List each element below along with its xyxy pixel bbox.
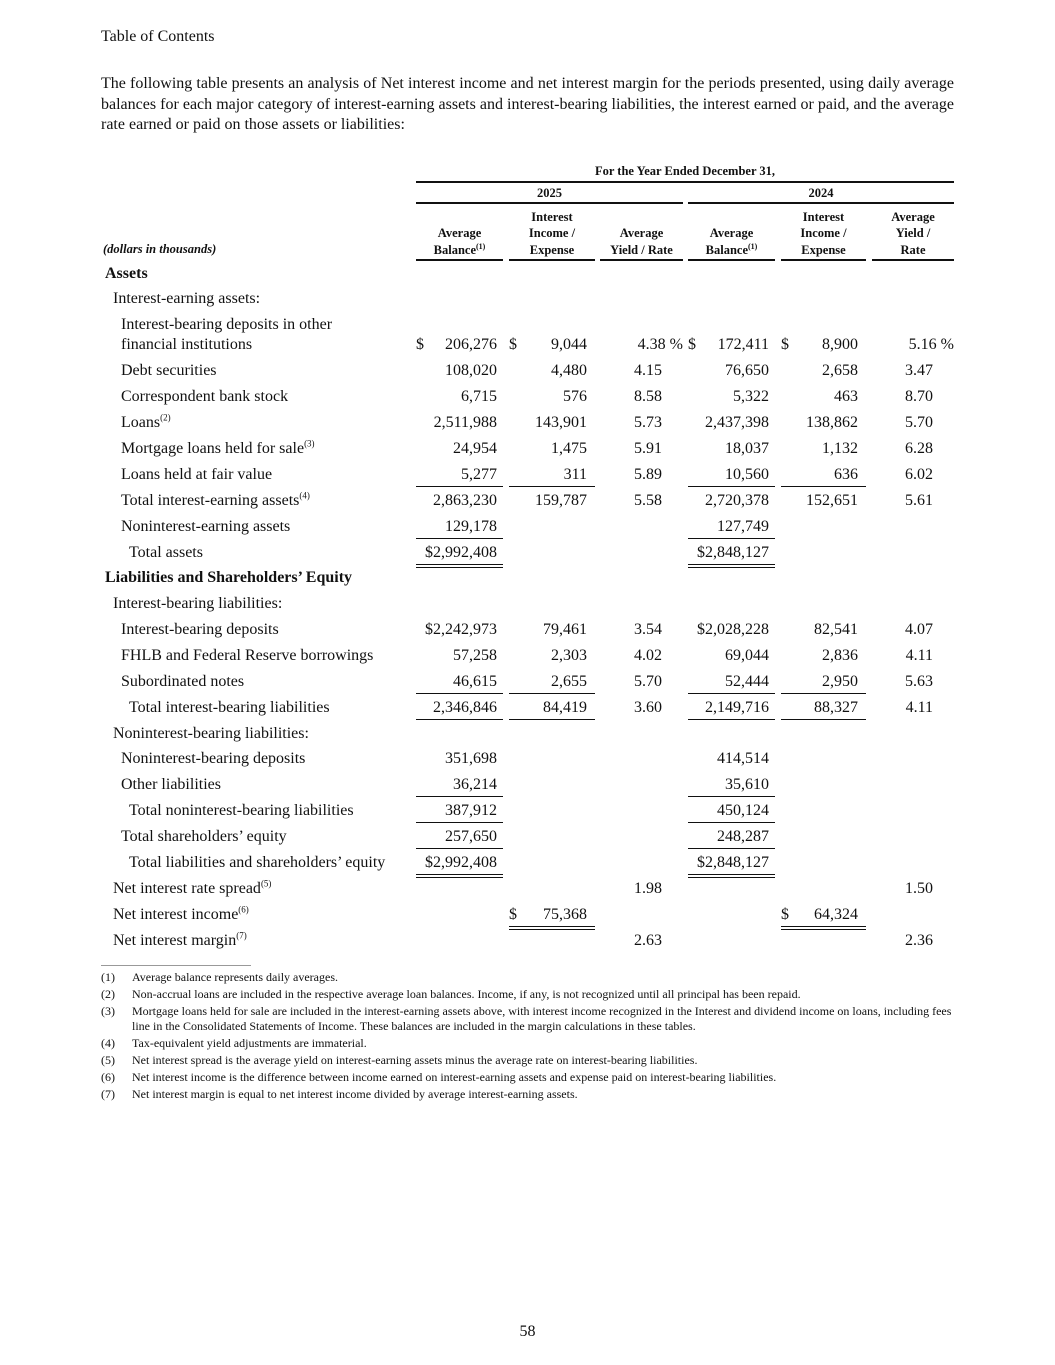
table-cell bbox=[688, 335, 775, 356]
table-cell bbox=[416, 517, 503, 539]
table-cell bbox=[600, 413, 683, 434]
column-header-line: Average bbox=[437, 226, 482, 240]
table-cell bbox=[688, 439, 775, 460]
row-label bbox=[121, 517, 290, 537]
row-label-text: Loans held at fair value bbox=[121, 466, 273, 483]
row-label bbox=[121, 827, 287, 847]
column-header-rule bbox=[781, 259, 866, 261]
cell-value: 172,411 bbox=[717, 336, 769, 353]
cell-value: 576 bbox=[563, 388, 587, 405]
table-cell bbox=[688, 361, 775, 382]
cell-value: 129,178 bbox=[445, 518, 497, 535]
cell-value: $2,028,228 bbox=[697, 621, 769, 638]
table-cell bbox=[600, 465, 683, 486]
row-label-text: Total interest-bearing liabilities bbox=[129, 699, 330, 716]
footnote-ref: (1) bbox=[476, 241, 486, 251]
row-label-text: Interest-bearing liabilities: bbox=[113, 595, 283, 612]
footnote-text: Non-accrual loans are included in the respective average loan balances. Income, if any, is not recognized until all principal has been repaid. bbox=[132, 987, 801, 1001]
table-cell bbox=[688, 827, 775, 849]
cell-value: 3.54 bbox=[634, 621, 662, 638]
cell-value: 9,044 bbox=[551, 336, 587, 353]
table-period-title: For the Year Ended December 31, bbox=[594, 164, 776, 178]
cell-value: 18,037 bbox=[725, 440, 769, 457]
cell-value: 5.58 bbox=[634, 492, 662, 509]
footnote-text: Net interest income is the difference between income earned on interest-earning assets and expense paid on interest-bearing liabilities. bbox=[132, 1070, 777, 1084]
table-cell bbox=[416, 465, 503, 487]
row-label bbox=[113, 931, 247, 951]
table-cell bbox=[688, 672, 775, 694]
table-cell bbox=[688, 775, 775, 797]
table-cell bbox=[416, 853, 503, 878]
table-cell bbox=[416, 491, 503, 512]
cell-value: 387,912 bbox=[445, 802, 497, 819]
table-cell bbox=[688, 387, 775, 408]
cell-value: 450,124 bbox=[717, 802, 769, 819]
cell-value: 351,698 bbox=[445, 750, 497, 767]
cell-value: 159,787 bbox=[535, 492, 587, 509]
table-cell bbox=[600, 672, 683, 693]
table-cell bbox=[416, 543, 503, 568]
table-cell bbox=[600, 361, 683, 382]
table-cell bbox=[872, 465, 954, 486]
footnote-ref: (7) bbox=[236, 930, 247, 941]
row-label-text: Other liabilities bbox=[121, 776, 221, 793]
row-label bbox=[113, 289, 260, 309]
cell-value: 2,950 bbox=[822, 673, 858, 690]
year-2024-header: 2024 bbox=[808, 186, 834, 200]
cell-value: 4,480 bbox=[551, 362, 587, 379]
cell-value: 2,836 bbox=[822, 647, 858, 664]
table-cell bbox=[600, 646, 683, 667]
table-cell bbox=[688, 465, 775, 487]
column-header-rule bbox=[688, 259, 775, 261]
row-label bbox=[129, 853, 385, 873]
cell-value: 2,511,988 bbox=[433, 414, 497, 431]
currency-symbol: $ bbox=[509, 906, 517, 923]
table-cell bbox=[416, 361, 503, 382]
cell-value: 6.02 bbox=[905, 466, 933, 483]
table-cell bbox=[872, 879, 954, 900]
table-cell bbox=[781, 620, 866, 641]
table-cell bbox=[509, 387, 595, 408]
cell-value: 64,324 bbox=[814, 906, 858, 923]
cell-value: 1,475 bbox=[551, 440, 587, 457]
table-cell bbox=[872, 335, 954, 356]
table-cell bbox=[509, 905, 595, 930]
table-cell bbox=[781, 413, 866, 434]
cell-value: 2,655 bbox=[551, 673, 587, 690]
row-label-text: Total interest-earning assets bbox=[121, 492, 300, 509]
cell-value: 2,437,398 bbox=[705, 414, 769, 431]
row-label-text: Subordinated notes bbox=[121, 673, 245, 690]
cell-value: 2,303 bbox=[551, 647, 587, 664]
column-header-text: Balance bbox=[433, 242, 477, 257]
cell-value: 5.16 % bbox=[908, 336, 954, 353]
cell-value: 311 bbox=[563, 466, 587, 483]
cell-value: 3.47 bbox=[905, 362, 933, 379]
cell-value: 4.11 bbox=[905, 699, 933, 716]
table-cell bbox=[872, 439, 954, 460]
row-label bbox=[113, 905, 249, 925]
row-label-text: Correspondent bank stock bbox=[121, 388, 289, 405]
cell-value: 5.63 bbox=[905, 673, 933, 690]
row-label bbox=[121, 491, 310, 511]
cell-value: 75,368 bbox=[543, 906, 587, 923]
column-header-line: Expense bbox=[801, 242, 846, 257]
year-2025-rule bbox=[416, 202, 683, 204]
cell-value: 1.50 bbox=[905, 880, 933, 897]
cell-value: 138,862 bbox=[806, 414, 858, 431]
cell-value: 4.07 bbox=[905, 621, 933, 638]
table-cell bbox=[600, 335, 683, 356]
row-label-text: Interest-bearing deposits in other bbox=[121, 316, 333, 333]
column-header-line: Income / bbox=[528, 226, 576, 240]
row-label bbox=[121, 439, 315, 459]
cell-value: 4.11 bbox=[905, 647, 933, 664]
table-cell bbox=[509, 413, 595, 434]
footnote-number: (1) bbox=[101, 970, 115, 984]
footnote-text: Net interest spread is the average yield on interest-earning assets minus the average rate on interest-bearing liabilities. bbox=[132, 1053, 698, 1067]
header-rule-top bbox=[416, 181, 954, 183]
cell-value: 88,327 bbox=[814, 699, 858, 716]
table-cell bbox=[416, 698, 503, 720]
cell-value: 2,346,846 bbox=[433, 699, 497, 716]
cell-value: 2.63 bbox=[634, 932, 662, 949]
column-header-line-wrap bbox=[416, 242, 503, 259]
row-label-text: Total liabilities and shareholders’ equity bbox=[129, 854, 386, 871]
row-label-text: Debt securities bbox=[121, 362, 217, 379]
row-label bbox=[121, 413, 171, 433]
column-header-line: Rate bbox=[900, 242, 926, 257]
cell-value: 257,650 bbox=[445, 828, 497, 845]
column-header bbox=[509, 208, 595, 258]
cell-value: 52,444 bbox=[725, 673, 769, 690]
cell-value: 8.70 bbox=[905, 388, 933, 405]
table-cell bbox=[509, 620, 595, 641]
footnote-number: (4) bbox=[101, 1036, 115, 1050]
row-label bbox=[121, 465, 272, 485]
column-header-line: Yield / Rate bbox=[610, 242, 673, 257]
table-cell bbox=[872, 931, 954, 952]
footnote-number: (6) bbox=[101, 1070, 115, 1084]
cell-value: 84,419 bbox=[543, 699, 587, 716]
table-cell bbox=[600, 387, 683, 408]
row-label-text: Noninterest-earning assets bbox=[121, 518, 291, 535]
table-cell bbox=[688, 749, 775, 770]
cell-value: 143,901 bbox=[535, 414, 587, 431]
table-cell bbox=[688, 491, 775, 512]
row-label bbox=[121, 646, 373, 666]
currency-symbol: $ bbox=[416, 336, 424, 353]
table-cell bbox=[416, 439, 503, 460]
table-cell bbox=[872, 646, 954, 667]
row-label bbox=[121, 361, 217, 381]
table-cell bbox=[688, 517, 775, 539]
column-header-line: Average bbox=[709, 226, 754, 240]
cell-value: 5,277 bbox=[461, 466, 497, 483]
row-label bbox=[105, 264, 148, 284]
row-label-text: Net interest income bbox=[113, 906, 239, 923]
table-cell bbox=[872, 387, 954, 408]
column-header-rule bbox=[509, 259, 595, 261]
table-cell bbox=[509, 672, 595, 694]
table-cell bbox=[781, 646, 866, 667]
cell-value: 127,749 bbox=[717, 518, 769, 535]
table-cell bbox=[416, 775, 503, 797]
footnote-ref: (4) bbox=[299, 490, 310, 501]
table-cell bbox=[509, 465, 595, 487]
cell-value: 2,720,378 bbox=[705, 492, 769, 509]
row-label bbox=[113, 594, 282, 614]
column-header bbox=[688, 208, 775, 258]
table-cell bbox=[416, 749, 503, 770]
units-label: (dollars in thousands) bbox=[103, 242, 217, 256]
row-label bbox=[121, 315, 332, 335]
row-label-continuation: financial institutions bbox=[121, 336, 253, 353]
table-cell bbox=[509, 361, 595, 382]
column-header-rule bbox=[872, 259, 954, 261]
table-cell bbox=[509, 335, 595, 356]
cell-value: 2,863,230 bbox=[433, 492, 497, 509]
table-cell bbox=[781, 698, 866, 720]
row-label-text: Total assets bbox=[129, 544, 203, 561]
row-label-text: Interest-bearing deposits bbox=[121, 621, 279, 638]
table-cell bbox=[416, 801, 503, 823]
cell-value: 36,214 bbox=[453, 776, 497, 793]
row-label bbox=[129, 801, 354, 821]
row-label-text: FHLB and Federal Reserve borrowings bbox=[121, 647, 374, 664]
cell-value: 4.38 % bbox=[637, 336, 683, 353]
column-header-line-wrap bbox=[688, 242, 775, 259]
row-label-text: Net interest rate spread bbox=[113, 880, 261, 897]
currency-symbol: $ bbox=[781, 336, 789, 353]
table-cell bbox=[600, 491, 683, 512]
table-cell bbox=[509, 698, 595, 720]
row-label-text: Assets bbox=[105, 265, 148, 282]
table-cell bbox=[416, 827, 503, 849]
column-header-line: Average bbox=[891, 209, 935, 224]
table-cell bbox=[416, 646, 503, 667]
column-header bbox=[872, 208, 954, 258]
column-header bbox=[416, 208, 503, 258]
footnote-ref: (1) bbox=[748, 241, 758, 251]
table-cell bbox=[416, 413, 503, 434]
table-cell bbox=[781, 491, 866, 512]
footnote-text: Tax-equivalent yield adjustments are immaterial. bbox=[132, 1036, 367, 1050]
column-header bbox=[781, 208, 866, 258]
table-cell bbox=[688, 853, 775, 878]
footnote-ref: (3) bbox=[304, 438, 315, 449]
table-cell bbox=[509, 439, 595, 460]
cell-value: $2,992,408 bbox=[425, 544, 497, 561]
column-header-line: Interest bbox=[531, 209, 573, 224]
row-label-text: Total noninterest-bearing liabilities bbox=[129, 802, 354, 819]
column-header-rule bbox=[416, 259, 503, 261]
cell-value: 1,132 bbox=[822, 440, 858, 457]
column-header-rule bbox=[600, 259, 683, 261]
row-label-text: Total shareholders’ equity bbox=[121, 828, 287, 845]
cell-value: 5.89 bbox=[634, 466, 662, 483]
table-cell bbox=[688, 646, 775, 667]
cell-value: 636 bbox=[834, 466, 858, 483]
row-label bbox=[121, 749, 305, 769]
footnote-number: (2) bbox=[101, 987, 115, 1001]
cell-value: 5.70 bbox=[905, 414, 933, 431]
cell-value: 8,900 bbox=[822, 336, 858, 353]
cell-value: 3.60 bbox=[634, 699, 662, 716]
row-label-text: Mortgage loans held for sale bbox=[121, 440, 305, 457]
table-cell bbox=[781, 361, 866, 382]
cell-value: 1.98 bbox=[634, 880, 662, 897]
table-cell bbox=[688, 543, 775, 568]
intro-paragraph: The following table presents an analysis of Net interest income and net interest margin for the periods presented, using daily average balances for each major category of interest-earning assets and interest-bearing liabilities, the interest earned or paid, and the average rate earned or paid on those assets or liabilities: bbox=[101, 75, 954, 133]
table-cell bbox=[781, 672, 866, 694]
footnote-number: (7) bbox=[101, 1087, 115, 1101]
row-label-text: Noninterest-bearing deposits bbox=[121, 750, 306, 767]
row-label bbox=[121, 620, 279, 640]
table-cell bbox=[416, 387, 503, 408]
cell-value: 24,954 bbox=[453, 440, 497, 457]
column-header-text: Balance bbox=[705, 242, 749, 257]
row-label-text: Liabilities and Shareholders’ Equity bbox=[105, 569, 353, 586]
cell-value: 463 bbox=[834, 388, 858, 405]
footnote-ref: (2) bbox=[160, 412, 171, 423]
column-header-line: Interest bbox=[802, 209, 845, 224]
currency-symbol: $ bbox=[781, 906, 789, 923]
cell-value: 4.15 bbox=[634, 362, 662, 379]
row-label bbox=[129, 543, 203, 563]
footnote-ref: (5) bbox=[260, 878, 272, 889]
column-header-line: Average bbox=[619, 226, 664, 240]
row-label bbox=[121, 387, 288, 407]
table-cell bbox=[872, 672, 954, 693]
table-cell bbox=[872, 698, 954, 719]
table-cell bbox=[872, 620, 954, 641]
cell-value: 248,287 bbox=[717, 828, 769, 845]
row-label-text: Net interest margin bbox=[113, 932, 237, 949]
footnote-text: Net interest margin is equal to net interest income divided by average interest-earning assets. bbox=[132, 1087, 578, 1101]
currency-symbol: $ bbox=[509, 336, 517, 353]
footnote-text: Average balance represents daily averages. bbox=[132, 970, 338, 984]
row-label bbox=[113, 879, 271, 899]
table-cell bbox=[688, 620, 775, 641]
table-cell bbox=[600, 620, 683, 641]
column-header-line: Income / bbox=[800, 226, 847, 240]
table-cell bbox=[781, 387, 866, 408]
cell-value: 10,560 bbox=[725, 466, 769, 483]
table-cell bbox=[600, 698, 683, 719]
table-cell bbox=[688, 801, 775, 823]
column-header-line: Yield / bbox=[895, 226, 931, 240]
cell-value: 6.28 bbox=[905, 440, 933, 457]
cell-value: 6,715 bbox=[461, 388, 497, 405]
cell-value: 5.73 bbox=[634, 414, 662, 431]
cell-value: 2,149,716 bbox=[705, 699, 769, 716]
cell-value: 82,541 bbox=[814, 621, 858, 638]
cell-value: 69,044 bbox=[725, 647, 769, 664]
cell-value: 46,615 bbox=[453, 673, 497, 690]
row-label bbox=[105, 568, 352, 588]
cell-value: 2,658 bbox=[822, 362, 858, 379]
cell-value: 5.61 bbox=[905, 492, 933, 509]
table-of-contents-link[interactable]: Table of Contents bbox=[101, 28, 215, 45]
cell-value: $2,992,408 bbox=[425, 854, 497, 871]
cell-value: 2.36 bbox=[905, 932, 933, 949]
column-header bbox=[600, 208, 683, 258]
footnote-text: Mortgage loans held for sale are included in the interest-earning assets above, with interest income recognized in the Interest and dividend income on loans, including fees line in the Consolidated Statements of Income. These balances are included in the margin calculations in these tables. bbox=[132, 1004, 952, 1033]
table-cell bbox=[872, 491, 954, 512]
footnote-divider bbox=[101, 965, 251, 966]
cell-value: $2,848,127 bbox=[697, 544, 769, 561]
table-cell bbox=[509, 646, 595, 667]
cell-value: 206,276 bbox=[445, 336, 497, 353]
table-cell bbox=[688, 413, 775, 434]
cell-value: 76,650 bbox=[725, 362, 769, 379]
table-cell bbox=[416, 620, 503, 641]
row-label bbox=[113, 724, 309, 744]
table-cell bbox=[872, 413, 954, 434]
page-number: 58 bbox=[519, 1323, 536, 1340]
row-label bbox=[129, 698, 330, 718]
cell-value: 5,322 bbox=[733, 388, 769, 405]
footnote-ref: (6) bbox=[238, 904, 249, 915]
table-cell bbox=[416, 335, 503, 356]
table-cell bbox=[781, 335, 866, 356]
table-cell bbox=[600, 931, 683, 952]
cell-value: 57,258 bbox=[453, 647, 497, 664]
footnote-number: (3) bbox=[101, 1004, 115, 1018]
row-label bbox=[121, 672, 244, 692]
table-cell bbox=[509, 491, 595, 512]
year-2024-rule bbox=[688, 202, 954, 204]
row-label-text: Interest-earning assets: bbox=[113, 290, 261, 307]
table-cell bbox=[781, 439, 866, 460]
currency-symbol: $ bbox=[688, 336, 696, 353]
table-cell bbox=[600, 439, 683, 460]
footnote-number: (5) bbox=[101, 1053, 115, 1067]
row-label-text: Noninterest-bearing liabilities: bbox=[113, 725, 309, 742]
cell-value: 8.58 bbox=[634, 388, 662, 405]
cell-value: 5.70 bbox=[634, 673, 662, 690]
cell-value: $2,848,127 bbox=[697, 854, 769, 871]
table-cell bbox=[416, 672, 503, 694]
cell-value: 79,461 bbox=[543, 621, 587, 638]
table-cell bbox=[872, 361, 954, 382]
cell-value: 35,610 bbox=[725, 776, 769, 793]
table-cell bbox=[781, 905, 866, 930]
cell-value: 414,514 bbox=[717, 750, 769, 767]
row-label-text: Loans bbox=[121, 414, 161, 431]
table-cell bbox=[688, 698, 775, 720]
row-label bbox=[121, 775, 221, 795]
cell-value: 5.91 bbox=[634, 440, 662, 457]
table-cell bbox=[781, 465, 866, 487]
table-cell bbox=[600, 879, 683, 900]
cell-value: 152,651 bbox=[806, 492, 858, 509]
column-header-line: Expense bbox=[529, 242, 575, 257]
cell-value: $2,242,973 bbox=[425, 621, 497, 638]
year-2025-header: 2025 bbox=[537, 186, 562, 200]
cell-value: 4.02 bbox=[634, 647, 662, 664]
cell-value: 108,020 bbox=[445, 362, 497, 379]
